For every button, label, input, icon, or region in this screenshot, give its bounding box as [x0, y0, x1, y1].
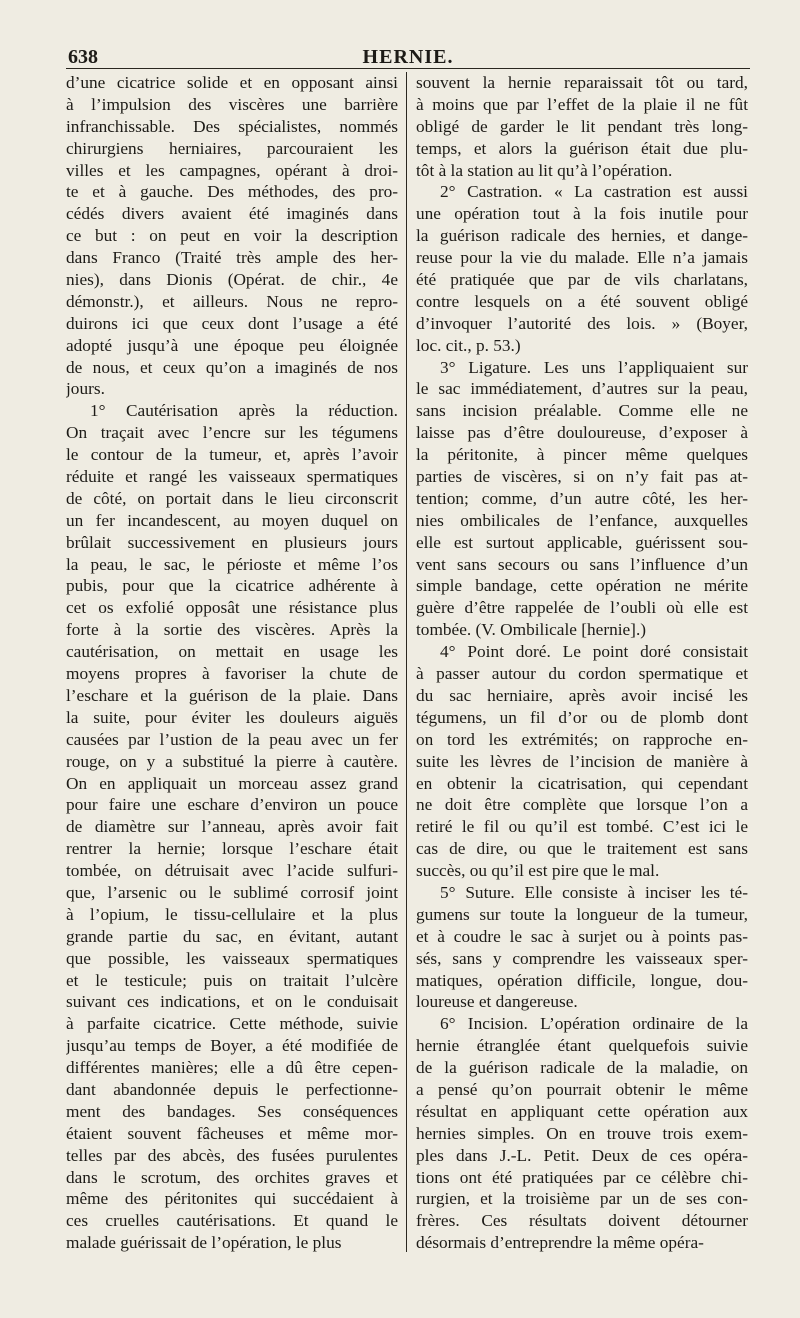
- text-line: en obtenir la cicatrisation, qui cependant: [416, 773, 748, 793]
- text-line: On en appliquait un morceau assez grand: [66, 773, 398, 793]
- text-line: loureuse et dangereuse.: [416, 992, 578, 1012]
- left-column: [66, 72, 398, 1254]
- text-line: un fer incandescent, au moyen duquel on: [66, 510, 398, 530]
- text-line: d’une cicatrice solide et en opposant ainsi: [66, 73, 398, 92]
- text-line: réduite et rangé les vaisseaux spermatiques: [66, 467, 398, 487]
- text-line: suivant ces indications, et on le conduisait: [66, 992, 398, 1012]
- text-line: simple bandage, cette opération ne mérite: [416, 576, 748, 596]
- text-line: 1° Cautérisation après la réduction.: [90, 401, 398, 421]
- text-line: à moins que par l’effet de la plaie il ne fût: [416, 94, 748, 114]
- text-line: pubis, pour que la cicatrice adhérente à: [66, 576, 398, 596]
- text-line: jusqu’au temps de Boyer, a été modifiée de: [66, 1036, 398, 1056]
- text-line: été pratiquée que par de vils charlatans,: [416, 270, 748, 290]
- text-line: sans incision préalable. Comme elle ne: [416, 401, 748, 421]
- text-line: reuse pour la vie du malade. Elle n’a jamais: [416, 248, 748, 268]
- text-line: brûlait successivement en plusieurs jours: [66, 532, 398, 552]
- text-line: vent sans secours ou sans l’influence d’un: [416, 554, 748, 574]
- header-rule: [66, 68, 750, 69]
- text-line: 5° Suture. Elle consiste à inciser les té-: [440, 882, 748, 902]
- text-line: tombée, on détruisait avec l’acide sulfuri-: [66, 861, 398, 881]
- text-line: rentrer la hernie; lorsque l’eschare était: [66, 839, 398, 859]
- text-line: l’eschare et la guérison de la plaie. Dans: [66, 685, 398, 705]
- running-header: [68, 40, 748, 70]
- text-line: la suite, pour éviter les douleurs aiguës: [66, 707, 398, 727]
- text-line: étaient souvent fâcheuses et même mor-: [66, 1123, 398, 1143]
- text-line: jours.: [66, 379, 105, 399]
- text-line: loc. cit., p. 53.): [416, 335, 521, 355]
- text-line: dans le scrotum, des orchites graves et: [66, 1167, 398, 1187]
- text-line: rurgien, et la troisième par un de ses con-: [416, 1189, 748, 1209]
- text-line: dans Franco (Traité très ample des her-: [66, 248, 398, 268]
- text-line: le contour de la tumeur, et, après l’avoir: [66, 445, 398, 465]
- text-line: de la guérison radicale de la maladie, on: [416, 1058, 748, 1078]
- text-line: moyens propres à favoriser la chute de: [66, 664, 398, 684]
- text-line: chirurgiens herniaires, parcouraient les: [66, 138, 398, 158]
- running-title: HERNIE.: [362, 46, 454, 68]
- page-number: 638: [68, 46, 98, 68]
- text-line: obligé de garder le lit pendant très long-: [416, 116, 748, 136]
- text-line: de nous, et ceux qu’on a imaginés de nos: [66, 357, 398, 377]
- text-line: et le testicule; puis on traitait l’ulcère: [66, 970, 398, 990]
- text-line: retiré le fil ou qu’il est tombé. C’est ici le: [416, 817, 748, 837]
- text-line: à parfaite cicatrice. Cette méthode, suivie: [66, 1014, 398, 1034]
- text-line: dant abandonnée depuis le perfectionne-: [66, 1079, 398, 1099]
- text-line: de diamètre sur l’anneau, après avoir fait: [66, 817, 398, 837]
- text-line: du sac herniaire, après avoir incisé les: [416, 685, 748, 705]
- text-line: la peau, le sac, le périoste et même l’os: [66, 554, 398, 574]
- text-line: pour faire une eschare d’environ un pouce: [66, 795, 398, 815]
- text-line: ples dans J.-L. Petit. Deux de ces opéra-: [416, 1145, 748, 1165]
- text-line: parties de viscères, si on n’y fait pas at-: [416, 467, 748, 487]
- text-line: cautérisation, on mettait en usage les: [66, 642, 398, 662]
- text-line: elle est surtout applicable, guérissent sou-: [416, 532, 748, 552]
- text-line: d’invoquer l’autorité des lois. » (Boyer,: [416, 313, 748, 333]
- text-line: a pensé qu’on pourrait obtenir le même: [416, 1079, 748, 1099]
- text-line: tôt à la station au lit qu’à l’opération.: [416, 160, 673, 180]
- text-line: à passer autour du cordon spermatique et: [416, 664, 748, 684]
- text-line: tention; comme, d’un autre côté, les her-: [416, 488, 748, 508]
- text-line: laisse pas d’être douloureuse, d’exposer à: [416, 423, 748, 443]
- text-line: et à coudre le sac à surjet ou à points pas-: [416, 926, 748, 946]
- text-line: cédés divers avaient été imaginés dans: [66, 204, 398, 224]
- text-line: gumens sur toute la longueur de la tumeur,: [416, 904, 748, 924]
- text-line: une opération tout à la fois inutile pour: [416, 204, 748, 224]
- text-line: à l’impulsion des viscères une barrière: [66, 94, 398, 114]
- text-line: malade guérissait de l’opération, le plus: [66, 1233, 342, 1253]
- text-line: 3° Ligature. Les uns l’appliquaient sur: [440, 357, 748, 377]
- text-line: suite les lèvres de l’incision de manière à: [416, 751, 748, 771]
- text-line: cet os exfolié opposât une résistance plus: [66, 598, 398, 618]
- text-line: hernies simples. On en trouve trois exem-: [416, 1123, 748, 1143]
- text-line: sés, sans y comprendre les vaisseaux sper-: [416, 948, 748, 968]
- text-line: succès, ou qu’il est pire que le mal.: [416, 861, 660, 881]
- text-line: ne doit être complète que lorsque l’on a: [416, 795, 748, 815]
- text-line: forte à la sortie des viscères. Après la: [66, 620, 398, 640]
- text-line: différentes manières; elle a dû être cepen-: [66, 1058, 398, 1078]
- text-line: on tord les extrémités; on rapproche en-: [416, 729, 748, 749]
- text-line: temps, et alors la guérison était due plu-: [416, 138, 748, 158]
- text-line: duirons ici que ceux dont l’usage a été: [66, 313, 398, 333]
- text-line: rouge, on y a substitué la pierre à cautère.: [66, 751, 398, 771]
- text-line: cas de dire, ou que le traitement est sans: [416, 839, 748, 859]
- text-line: 2° Castration. « La castration est aussi: [440, 182, 748, 202]
- text-line: même des péritonites qui succédaient à: [66, 1189, 398, 1209]
- text-line: tions ont été pratiquées par ce célèbre chi-: [416, 1167, 748, 1187]
- text-line: guère d’être rappelée de l’oubli où elle est: [416, 598, 748, 618]
- text-line: la péritonite, à pincer même quelques: [416, 445, 748, 465]
- text-line: résultat en appliquant cette opération aux: [416, 1101, 748, 1121]
- text-line: tombée. (V. Ombilicale [hernie].): [416, 620, 647, 640]
- text-line: la guérison radicale des hernies, et dange-: [416, 226, 748, 246]
- text-line: que, l’arsenic ou le sublimé corrosif joint: [66, 882, 398, 902]
- text-line: que possible, les vaisseaux spermatiques: [66, 948, 398, 968]
- text-line: contre lesquels on a été souvent obligé: [416, 291, 748, 311]
- text-line: On traçait avec l’encre sur les tégumens: [66, 423, 398, 443]
- text-line: frères. Ces résultats doivent détourner: [416, 1211, 748, 1231]
- text-line: à l’opium, le tissu-cellulaire et la plus: [66, 904, 398, 924]
- text-line: le sac immédiatement, d’autres sur la peau,: [416, 379, 748, 399]
- text-line: matiques, opération difficile, longue, dou-: [416, 970, 748, 990]
- text-line: nies ombilicales de l’enfance, auxquelles: [416, 510, 748, 530]
- text-line: souvent la hernie reparaissait tôt ou tard,: [416, 73, 748, 92]
- text-line: démonstr.), et ailleurs. Nous ne repro-: [66, 291, 398, 311]
- text-line: tégumens, un fil d’or ou de plomb dont: [416, 707, 748, 727]
- text-line: te et à gauche. Des méthodes, des pro-: [66, 182, 398, 202]
- text-line: désormais d’entreprendre la même opéra-: [416, 1233, 704, 1253]
- column-divider: [406, 72, 407, 1252]
- right-column: [416, 72, 748, 1254]
- text-line: 6° Incision. L’opération ordinaire de la: [440, 1014, 748, 1034]
- text-line: ment des bandages. Ses conséquences: [66, 1101, 398, 1121]
- text-line: 4° Point doré. Le point doré consistait: [440, 642, 748, 662]
- text-line: nies), dans Dionis (Opérat. de chir., 4e: [66, 270, 398, 290]
- text-line: infranchissable. Des spécialistes, nommés: [66, 116, 398, 136]
- text-line: grande partie du sac, en évitant, autant: [66, 926, 398, 946]
- text-line: villes et les campagnes, opérant à droi-: [66, 160, 398, 180]
- text-line: telles par des abcès, des fusées purulentes: [66, 1145, 398, 1165]
- text-line: ces cruelles cautérisations. Et quand le: [66, 1211, 398, 1231]
- text-line: hernie étranglée étant quelquefois suivie: [416, 1036, 748, 1056]
- text-line: ce but : on peut en voir la description: [66, 226, 398, 246]
- text-line: de côté, on portait dans le lieu circonscrit: [66, 488, 398, 508]
- text-line: adopté jusqu’à une époque peu éloignée: [66, 335, 398, 355]
- text-line: causées par l’ustion de la peau avec un fer: [66, 729, 398, 749]
